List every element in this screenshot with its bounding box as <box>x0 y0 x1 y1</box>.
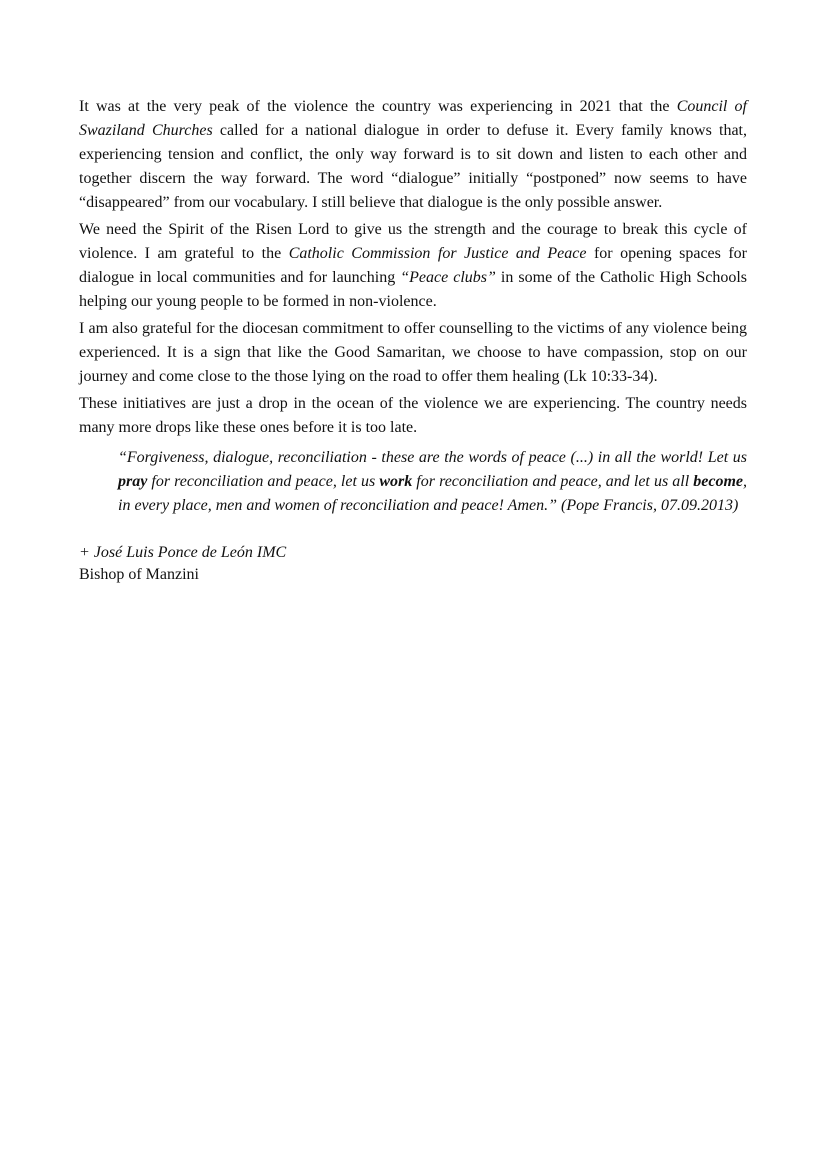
body-text <box>79 95 747 440</box>
emphasis-text: pray <box>118 473 148 490</box>
emphasis-text: become <box>693 473 744 490</box>
paragraph <box>79 218 747 314</box>
text-run: in some of the Catholic High Schools helping our young people to be formed in non-violence. <box>79 269 748 310</box>
paragraph <box>79 95 747 215</box>
signatory-name: + José Luis Ponce de León IMC <box>79 544 287 561</box>
signature-block <box>79 542 747 586</box>
text-run: It was at the very peak of the violence the country was experiencing in 2021 that the <box>79 98 677 115</box>
italic-text: “Peace clubs” <box>400 269 496 286</box>
italic-text: Council of Swaziland Churches <box>79 98 747 139</box>
text-run: “Forgiveness, dialogue, reconciliation - these are the words of peace (...) in all the world! Let us <box>118 449 747 466</box>
text-run: , in every place, men and women of reconciliation and peace! Amen.” (Pope Francis, 07.09.2013) <box>118 473 748 514</box>
text-run: We need the Spirit of the Risen Lord to give us the strength and the courage to break this cycle of violence. I am grateful to the <box>79 221 747 262</box>
paragraph <box>79 317 747 389</box>
text-run: I am also grateful for the diocesan commitment to offer counselling to the victims of any violence being experienced. It is a sign that like the Good Samaritan, we choose to have compassion, stop on our journey and come close to the those lying on the road to offer them healing (Lk 10:33-34). <box>79 320 747 385</box>
pope-francis-quote <box>118 446 747 518</box>
text-run: for reconciliation and peace, and let us all <box>412 473 694 490</box>
text-run: called for a national dialogue in order to defuse it. Every family knows that, experiencing tension and conflict, the only way forward is to sit down and listen to each other and together discern the way forward. The word “dialogue” initially “postponed” now seems to have “disappeared” from our vocabulary. I still believe that dialogue is the only possible answer. <box>79 122 747 211</box>
text-run: These initiatives are just a drop in the ocean of the violence we are experiencing. The country needs many more drops like these ones before it is too late. <box>79 395 747 436</box>
paragraph <box>79 392 747 440</box>
signatory-title: Bishop of Manzini <box>79 566 199 583</box>
text-run: for opening spaces for dialogue in local communities and for launching <box>79 245 748 286</box>
italic-text: Catholic Commission for Justice and Peace <box>288 245 587 262</box>
text-run: for reconciliation and peace, let us <box>147 473 380 490</box>
emphasis-text: work <box>379 473 413 490</box>
